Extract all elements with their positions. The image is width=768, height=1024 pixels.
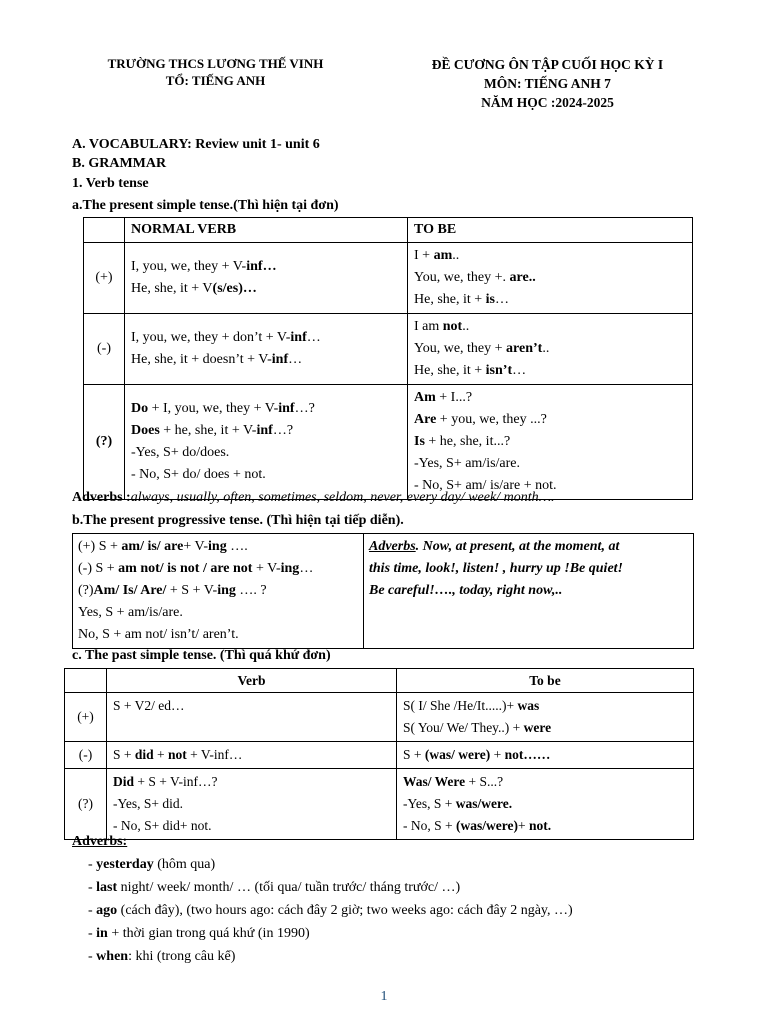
bold-run: not. — [528, 818, 552, 833]
school-header — [88, 55, 343, 89]
adverbs-past-list — [88, 853, 573, 968]
text-run: … — [299, 561, 314, 576]
adverbs-present-simple — [72, 489, 555, 507]
table-row — [73, 534, 694, 649]
text-line — [113, 793, 390, 815]
bold-run: Do — [131, 401, 149, 416]
text-run: -Yes, S + — [403, 796, 456, 811]
bold-run: Is — [414, 434, 425, 449]
text-run: …. — [226, 539, 248, 554]
text-line — [88, 853, 573, 876]
text-line — [113, 771, 390, 793]
text-run: + — [153, 747, 169, 762]
text-run: (-) S + — [78, 561, 119, 576]
text-run: S + — [113, 747, 135, 762]
text-run: …? — [272, 423, 294, 438]
verb-cell — [107, 769, 397, 840]
section-vocabulary: A. VOCABULARY: Review unit 1- unit 6 — [72, 137, 320, 152]
adverbs-line: this time, look!, listen! , hurry up !Be quiet! — [369, 561, 623, 576]
text-run: You, we, they + — [414, 341, 507, 356]
text-line — [131, 349, 401, 371]
bold-run: isn’t — [485, 363, 513, 378]
verb-cell — [107, 742, 397, 769]
text-run: + S...? — [465, 774, 504, 789]
bold-run: Are — [414, 412, 437, 427]
text-line — [78, 602, 358, 624]
text-run: No, S + am not/ isn’t/ aren’t. — [78, 627, 239, 642]
text-line — [414, 360, 686, 382]
table-row — [65, 693, 694, 742]
text-run: + V-inf… — [186, 747, 243, 762]
text-line — [414, 316, 686, 338]
row-sign: (-) — [84, 314, 125, 385]
bold-run: was — [517, 698, 540, 713]
adverbs-line: . Now, at present, at the moment, at — [415, 539, 620, 554]
bold-run: in — [96, 926, 108, 941]
text-run: He, she, it + — [414, 363, 486, 378]
text-run: Yes, S + am/is/are. — [78, 605, 183, 620]
section-grammar: B. GRAMMAR — [72, 156, 167, 171]
bold-run: (was/ were) — [424, 747, 491, 762]
text-run: … — [288, 352, 303, 367]
text-line — [131, 278, 401, 300]
text-run: + I...? — [435, 390, 473, 405]
text-run: - — [88, 926, 97, 941]
to-be-cell — [397, 693, 694, 742]
bold-run: not — [442, 319, 463, 334]
bold-run: (was/were) — [456, 818, 518, 833]
verb-cell — [107, 693, 397, 742]
text-run: He, she, it + — [414, 292, 486, 307]
bold-run: were — [523, 720, 552, 735]
bold-run: inf — [256, 423, 273, 438]
text-run: S( I/ She /He/It.....)+ — [403, 698, 518, 713]
text-line — [78, 580, 358, 602]
bold-run: Does — [131, 423, 160, 438]
text-line — [403, 771, 687, 793]
row-sign: (+) — [84, 243, 125, 314]
past-simple-table — [64, 668, 694, 840]
to-be-cell — [408, 243, 693, 314]
list-item — [88, 945, 573, 968]
adverbs-line: Be careful!…., today, right now,.. — [369, 583, 563, 598]
text-run: I + — [414, 248, 434, 263]
text-run: -Yes, S+ do/does. — [131, 445, 230, 460]
adverbs-cell — [364, 534, 694, 649]
col-header-to-be: To be — [397, 669, 694, 693]
text-run: S + V2/ ed… — [113, 698, 185, 713]
list-item — [88, 876, 573, 899]
bold-run: am/ is/ are — [121, 539, 184, 554]
bold-run: Was/ Were — [403, 774, 466, 789]
text-run: .. — [452, 248, 460, 263]
bold-run: yesterday — [96, 857, 154, 872]
text-run: He, she, it + doesn’t + V- — [131, 352, 272, 367]
heading-past-simple: c. The past simple tense. (Thì quá khứ đơn) — [72, 648, 331, 663]
text-run: (hôm qua) — [153, 857, 216, 872]
bold-run: Did — [113, 774, 135, 789]
bold-run: not — [168, 747, 187, 762]
text-run: .. — [542, 341, 550, 356]
school-year: NĂM HỌC :2024-2025 — [481, 95, 614, 110]
bold-run: not…… — [504, 747, 551, 762]
text-run: + — [490, 747, 505, 762]
table-row — [65, 742, 694, 769]
text-run: + V- — [252, 561, 281, 576]
text-line — [78, 536, 358, 558]
text-line — [88, 945, 573, 968]
school-name: TRƯỜNG THCS LƯƠNG THẾ VINH — [107, 56, 324, 71]
text-run: + he, she, it + V- — [159, 423, 257, 438]
bold-run: ago — [96, 903, 118, 918]
text-run: - No, S+ did+ not. — [113, 818, 212, 833]
table-header-row — [84, 218, 693, 243]
table-corner-cell — [65, 669, 107, 693]
heading-present-progressive: b.The present progressive tense. (Thì hiện tại tiếp diễn). — [72, 513, 404, 528]
bold-run: are.. — [509, 270, 536, 285]
text-line — [113, 695, 390, 717]
adverbs-label: Adverbs : — [72, 490, 131, 505]
text-run: … — [512, 363, 527, 378]
document-title: ĐỀ CƯƠNG ÔN TẬP CUỐI HỌC KỲ I — [431, 57, 664, 72]
to-be-cell — [408, 385, 693, 500]
row-sign: (-) — [65, 742, 107, 769]
text-line — [131, 442, 401, 464]
bold-run: am — [433, 248, 453, 263]
bold-run: am not/ is not / are not — [118, 561, 253, 576]
text-line — [131, 256, 401, 278]
adverbs-past-label: Adverbs: — [72, 834, 128, 849]
text-run: + thời gian trong quá khứ (in 1990) — [107, 926, 310, 941]
formula-cell — [73, 534, 364, 649]
subject: MÔN: TIẾNG ANH 7 — [484, 76, 611, 91]
table-corner-cell — [84, 218, 125, 243]
text-run: S + — [403, 747, 425, 762]
bold-run: last — [96, 880, 118, 895]
table-row — [84, 243, 693, 314]
text-line — [131, 398, 401, 420]
bold-run: aren’t — [506, 341, 543, 356]
text-run: S( You/ We/ They..) + — [403, 720, 524, 735]
text-run: - No, S + — [403, 818, 456, 833]
heading-present-simple: a.The present simple tense.(Thì hiện tại đơn) — [72, 198, 339, 213]
present-progressive-table — [72, 533, 694, 649]
text-run: + he, she, it...? — [424, 434, 511, 449]
text-run: night/ week/ month/ … (tối qua/ tuần trước/ tháng trước/ …) — [117, 880, 461, 895]
text-line — [131, 420, 401, 442]
adverbs-text: always, usually, often, sometimes, seldom, never, every day/ week/ month…. — [130, 490, 555, 505]
text-run: You, we, they +. — [414, 270, 510, 285]
text-run: + S + V-inf…? — [134, 774, 218, 789]
text-run: + — [517, 818, 529, 833]
adverbs-label: Adverbs — [369, 539, 416, 554]
text-line — [131, 464, 401, 486]
text-run: + you, we, they ...? — [436, 412, 547, 427]
text-run: - — [88, 880, 97, 895]
normal-verb-cell — [125, 385, 408, 500]
list-item — [88, 922, 573, 945]
normal-verb-cell — [125, 243, 408, 314]
text-run: …? — [294, 401, 315, 416]
bold-run: was/were. — [455, 796, 513, 811]
present-simple-table — [83, 217, 693, 500]
text-run: - No, S+ do/ does + not. — [131, 467, 266, 482]
list-item — [88, 899, 573, 922]
text-line — [88, 899, 573, 922]
bold-run: inf — [278, 401, 295, 416]
text-line — [88, 876, 573, 899]
text-run: + I, you, we, they + V- — [148, 401, 279, 416]
bold-run: inf… — [246, 259, 277, 274]
text-run: (+) S + — [78, 539, 122, 554]
text-line — [414, 387, 686, 409]
text-run: I, you, we, they + don’t + V- — [131, 330, 291, 345]
text-line — [403, 793, 687, 815]
department: TỔ: TIẾNG ANH — [165, 73, 266, 88]
section-verb-tense: 1. Verb tense — [72, 176, 149, 191]
table-row — [65, 769, 694, 840]
text-run: - No, S+ am/ is/are + not. — [414, 478, 557, 493]
bold-run: ing — [208, 539, 227, 554]
text-line — [414, 245, 686, 267]
text-run: -Yes, S+ did. — [113, 796, 184, 811]
to-be-cell — [397, 769, 694, 840]
row-sign: (?) — [65, 769, 107, 840]
bold-run: is — [485, 292, 496, 307]
row-sign: (?) — [84, 385, 125, 500]
text-run: - — [88, 903, 97, 918]
text-line — [414, 409, 686, 431]
table-row — [84, 385, 693, 500]
text-line — [78, 558, 358, 580]
bold-run: Am/ Is/ Are/ — [93, 583, 167, 598]
text-run: : khi (trong câu kể) — [128, 949, 236, 964]
table-row — [84, 314, 693, 385]
text-run: + S + V- — [166, 583, 218, 598]
text-run: …. ? — [235, 583, 267, 598]
text-line — [88, 922, 573, 945]
text-line — [113, 744, 390, 766]
text-line — [414, 267, 686, 289]
text-run: - — [88, 857, 97, 872]
text-run: + V- — [183, 539, 209, 554]
text-line — [131, 327, 401, 349]
table-header-row — [65, 669, 694, 693]
text-run: -Yes, S+ am/is/are. — [414, 456, 521, 471]
bold-run: (s/es)… — [212, 281, 257, 296]
text-line — [78, 624, 358, 646]
text-line — [414, 453, 686, 475]
text-line — [113, 815, 390, 837]
col-header-normal-verb: NORMAL VERB — [125, 218, 408, 243]
text-line — [414, 289, 686, 311]
bold-run: did — [134, 747, 154, 762]
bold-run: inf — [271, 352, 289, 367]
text-run: .. — [462, 319, 470, 334]
bold-run: when — [96, 949, 129, 964]
to-be-cell — [397, 742, 694, 769]
text-run: I, you, we, they + V- — [131, 259, 247, 274]
text-line — [414, 431, 686, 453]
text-run: He, she, it + V — [131, 281, 213, 296]
text-run: (?) — [78, 583, 94, 598]
to-be-cell — [408, 314, 693, 385]
text-run: … — [306, 330, 321, 345]
text-line — [403, 744, 687, 766]
text-run: - — [88, 949, 97, 964]
text-run: … — [495, 292, 510, 307]
text-line — [403, 815, 687, 837]
list-item — [88, 853, 573, 876]
row-sign: (+) — [65, 693, 107, 742]
normal-verb-cell — [125, 314, 408, 385]
bold-run: ing — [280, 561, 300, 576]
text-line — [403, 695, 687, 717]
text-run: I am — [414, 319, 443, 334]
text-line — [403, 717, 687, 739]
page-number: 1 — [380, 989, 388, 1004]
bold-run: Am — [414, 390, 436, 405]
col-header-to-be: TO BE — [408, 218, 693, 243]
text-line — [414, 338, 686, 360]
document-header — [405, 55, 690, 112]
text-run: (cách đây), (two hours ago: cách đây 2 giờ; two weeks ago: cách đây 2 ngày, …) — [117, 903, 573, 918]
bold-run: ing — [217, 583, 236, 598]
col-header-verb: Verb — [107, 669, 397, 693]
bold-run: inf — [290, 330, 307, 345]
